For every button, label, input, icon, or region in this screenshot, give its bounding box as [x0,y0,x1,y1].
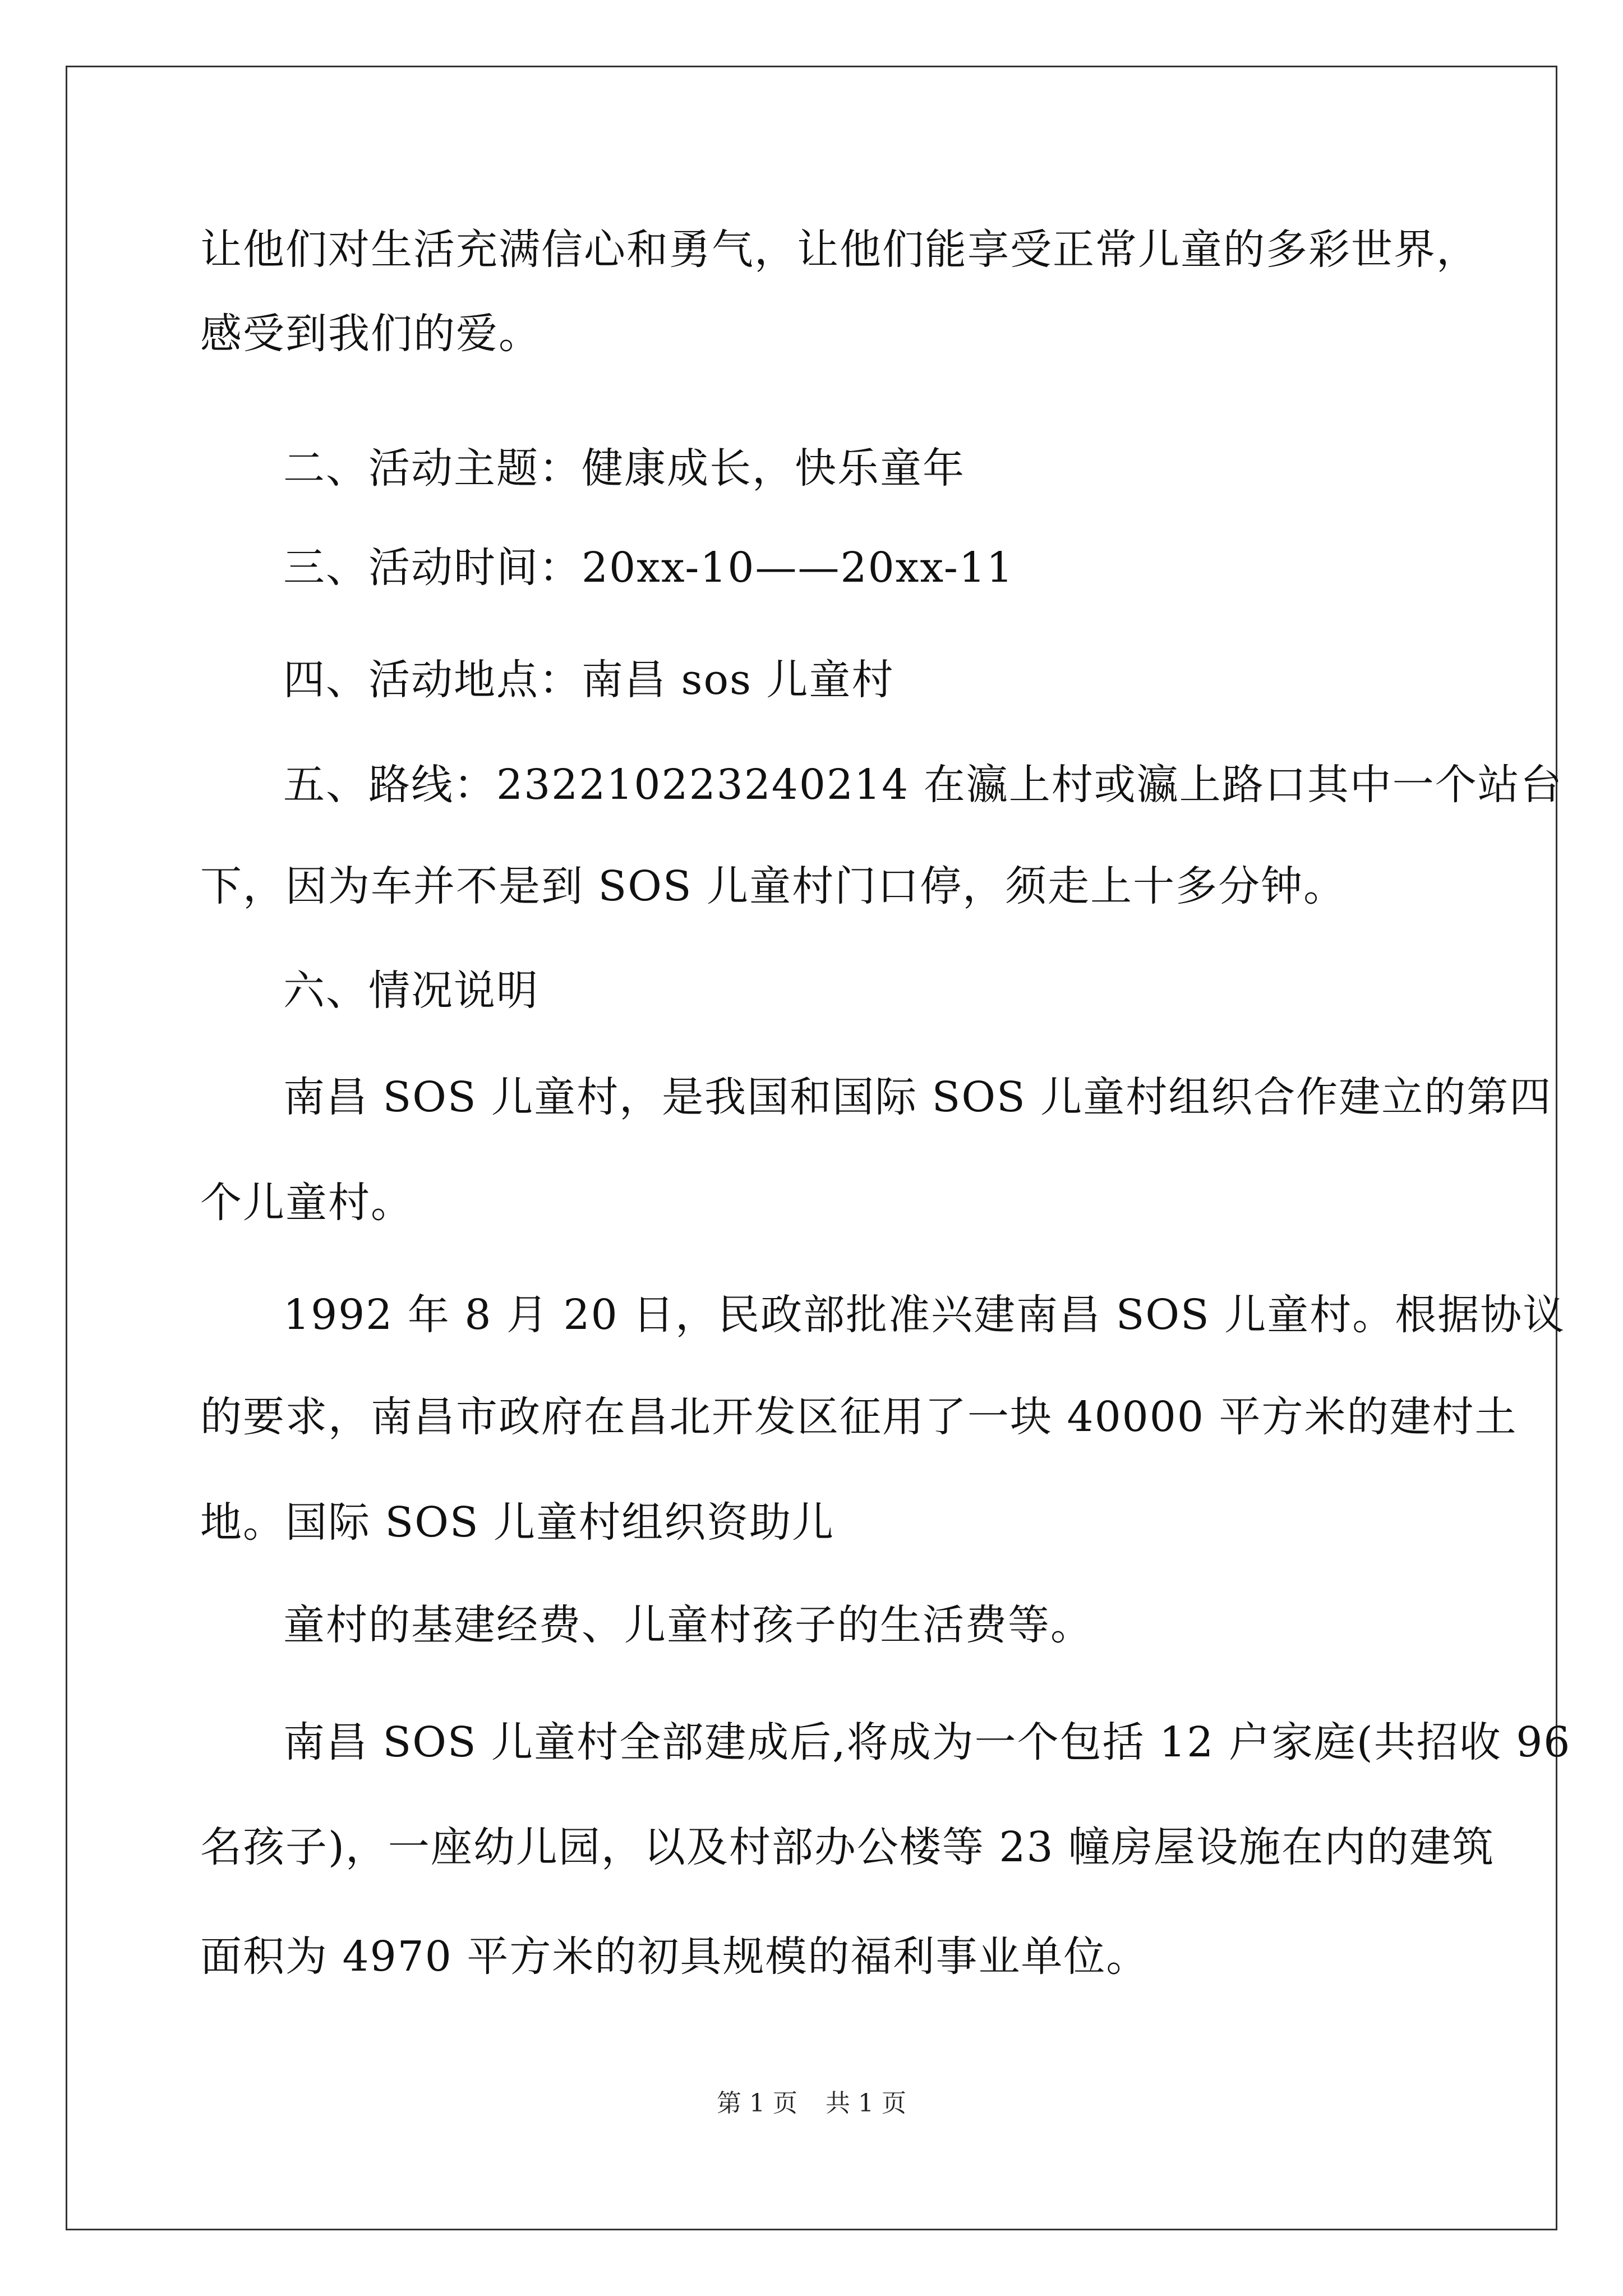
page-footer [0,2087,1623,2120]
paragraph-line: 面积为 4970 平方米的初具规模的福利事业单位。 [200,1932,1149,1981]
paragraph-line: 南昌 SOS 儿童村全部建成后,将成为一个包括 12 户家庭(共招收 96 [283,1718,1571,1766]
section-heading: 三、活动时间：20xx-10——20xx-11 [283,544,1014,592]
paragraph-line: 让他们对生活充满信心和勇气，让他们能享受正常儿童的多彩世界， [200,226,1479,274]
page-number-total: 共 1 页 [826,2089,906,2118]
paragraph-line: 地。国际 SOS 儿童村组织资助儿 [200,1498,835,1547]
section-heading: 二、活动主题：健康成长，快乐童年 [283,444,965,493]
paragraph-line: 感受到我们的爱。 [200,310,541,358]
section-heading: 六、情况说明 [283,967,539,1015]
paragraph-line: 1992 年 8 月 20 日，民政部批准兴建南昌 SOS 儿童村。根据协议 [283,1291,1566,1339]
paragraph-line: 个儿童村。 [200,1179,413,1227]
paragraph-line: 下，因为车并不是到 SOS 儿童村门口停，须走上十多分钟。 [200,862,1347,910]
paragraph-line: 童村的基建经费、儿童村孩子的生活费等。 [283,1601,1093,1649]
section-heading: 五、路线：232210223240214 在瀛上村或瀛上路口其中一个站台 [283,761,1563,809]
paragraph-line: 南昌 SOS 儿童村，是我国和国际 SOS 儿童村组织合作建立的第四 [283,1073,1552,1121]
page-number-current: 第 1 页 [717,2089,797,2118]
paragraph-line: 的要求，南昌市政府在昌北开发区征用了一块 40000 平方米的建村土 [200,1393,1518,1441]
paragraph-line: 名孩子)，一座幼儿园，以及村部办公楼等 23 幢房屋设施在内的建筑 [200,1823,1495,1871]
page-border [66,66,1571,2230]
section-heading: 四、活动地点：南昌 sos 儿童村 [283,656,895,704]
